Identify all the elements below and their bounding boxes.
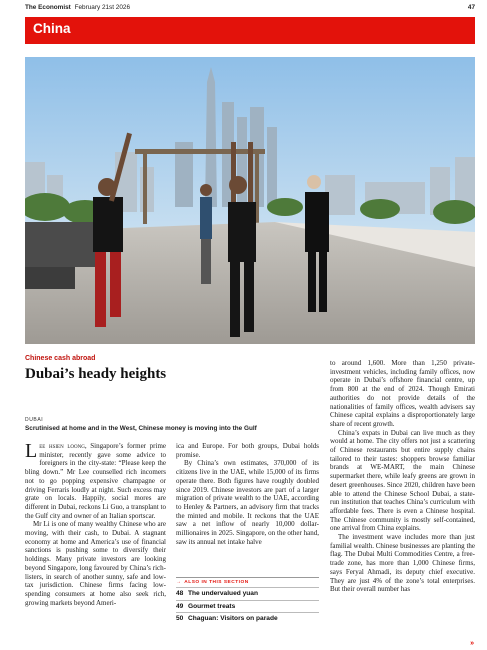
body-paragraph: By China’s own estimates, 370,000 of its citizens live in the UAE, while 15,000 of its firms operate there. Both figures have roughly doubled since 2019. Chinese investors are part of a larger migration of private wealth to the UAE, according to Henley & Partners, an advisory firm that tracks the minted and mobile. It reckons that the UAE saw a net inflow of nearly 10,000 dollar-millionaires in 2025. Singapore, on the other hand, saw its annual net intake halve: [176, 459, 319, 546]
issue-date: February 21st 2026: [74, 4, 131, 11]
paragraph-text: , Singapore’s former prime minister, recently gave some advice to foreigners in the city-state: “Please keep the bling down.” Mr Lee counselled rich incomers not to go popping expensive champagne or driving Ferraris loudly at night. Such excess may grate on locals. Happily, social mores are different in Dubai, reckons Li Guo, a transplant to the Gulf city and owner of an Italian sportscar.: [25, 442, 166, 520]
section-banner: [25, 17, 475, 44]
drop-cap: L: [25, 440, 38, 462]
article-headline: Dubai’s heady heights: [25, 366, 167, 382]
article-column-3: [330, 359, 475, 594]
double-arrow-right-icon[interactable]: »: [470, 640, 474, 647]
arrow-right-icon: →: [176, 580, 182, 585]
page-number: 47: [467, 4, 475, 11]
body-paragraph: China’s expats in Dubai can live much as they would at home. The city offers not just a scattering of Chinese restaurants but entire supply chains tailored to their tastes: shoppers browse familiar brands at WE-MART, the main Chinese supermarket there, while leafy greens are grown in desert greenhouses. Since 2020, children have been able to attend the Chinese School Dubai, a state-run institution that teaches China’s curriculum with affordable fees. There is even a Chinese hospital. The Chinese community is mostly self-contained, one arrival from China explains.: [330, 428, 475, 533]
also-item-page: 48: [176, 590, 184, 597]
also-item-page: 49: [176, 602, 184, 610]
also-heading-label: ALSO IN THIS SECTION: [184, 580, 249, 585]
also-item[interactable]: [176, 612, 319, 625]
body-paragraph: Mr Li is one of many wealthy Chinese who are moving, with their cash, to Dubai. A stagnant economy at home and America’s use of financial sanctions is pushing some to diversify their holdings. Many private investors are looking beyond Singapore, long favoured by China’s rich-listers, in search of another sunny, safe and low-tax jurisdiction. Chinese firms facing low-spending consumers at home also seek rich, growing markets beyond Ameri-: [25, 520, 166, 607]
also-item[interactable]: [176, 600, 319, 613]
also-in-section: [176, 577, 319, 625]
article-dateline: DUBAI: [25, 417, 44, 423]
article-column-1: [25, 442, 166, 607]
article-rubric: Chinese cash abroad: [25, 355, 96, 362]
body-paragraph: The investment wave includes more than just familial wealth. Chinese businesses are planting the flag. The Dubai Multi Commodities Centre, a free-trade zone, has more than 1,000 Chinese firms, says Feryal Ahmadi, its deputy chief executive. They are just 4% of the zone’s total enterprises. But their overall number has: [330, 533, 475, 594]
publication-name: The Economist: [25, 4, 71, 11]
body-paragraph: [25, 442, 166, 520]
section-title: China: [33, 21, 71, 36]
rooftop-yoga-illustration: [25, 57, 475, 344]
also-item[interactable]: [176, 587, 319, 600]
also-item-title[interactable]: The undervalued yuan: [188, 590, 258, 597]
lead-in: ee hsien loong: [39, 442, 85, 450]
also-item-title[interactable]: Gourmet treats: [188, 602, 236, 610]
body-paragraph: to around 1,600. More than 1,250 private-investment vehicles, including family offices, now operate in Dubai’s offshore financial centre, up from 800 at the end of 2024. Though Emirati authorities do not provide details of the nationalities of family offices, wealth advisers say Chinese capital explains a disproportionately large share of recent growth.: [330, 359, 475, 428]
also-item-title[interactable]: Chaguan: Visitors on parade: [188, 615, 278, 622]
article-standfirst: Scrutinised at home and in the West, Chinese money is moving into the Gulf: [25, 425, 257, 432]
body-paragraph: ica and Europe. For both groups, Dubai holds promise.: [176, 442, 319, 459]
also-item-page: 50: [176, 615, 184, 622]
article-column-2: [176, 442, 319, 546]
masthead: [25, 2, 475, 14]
also-in-section-heading: [176, 577, 319, 587]
article-photo: [25, 57, 475, 344]
